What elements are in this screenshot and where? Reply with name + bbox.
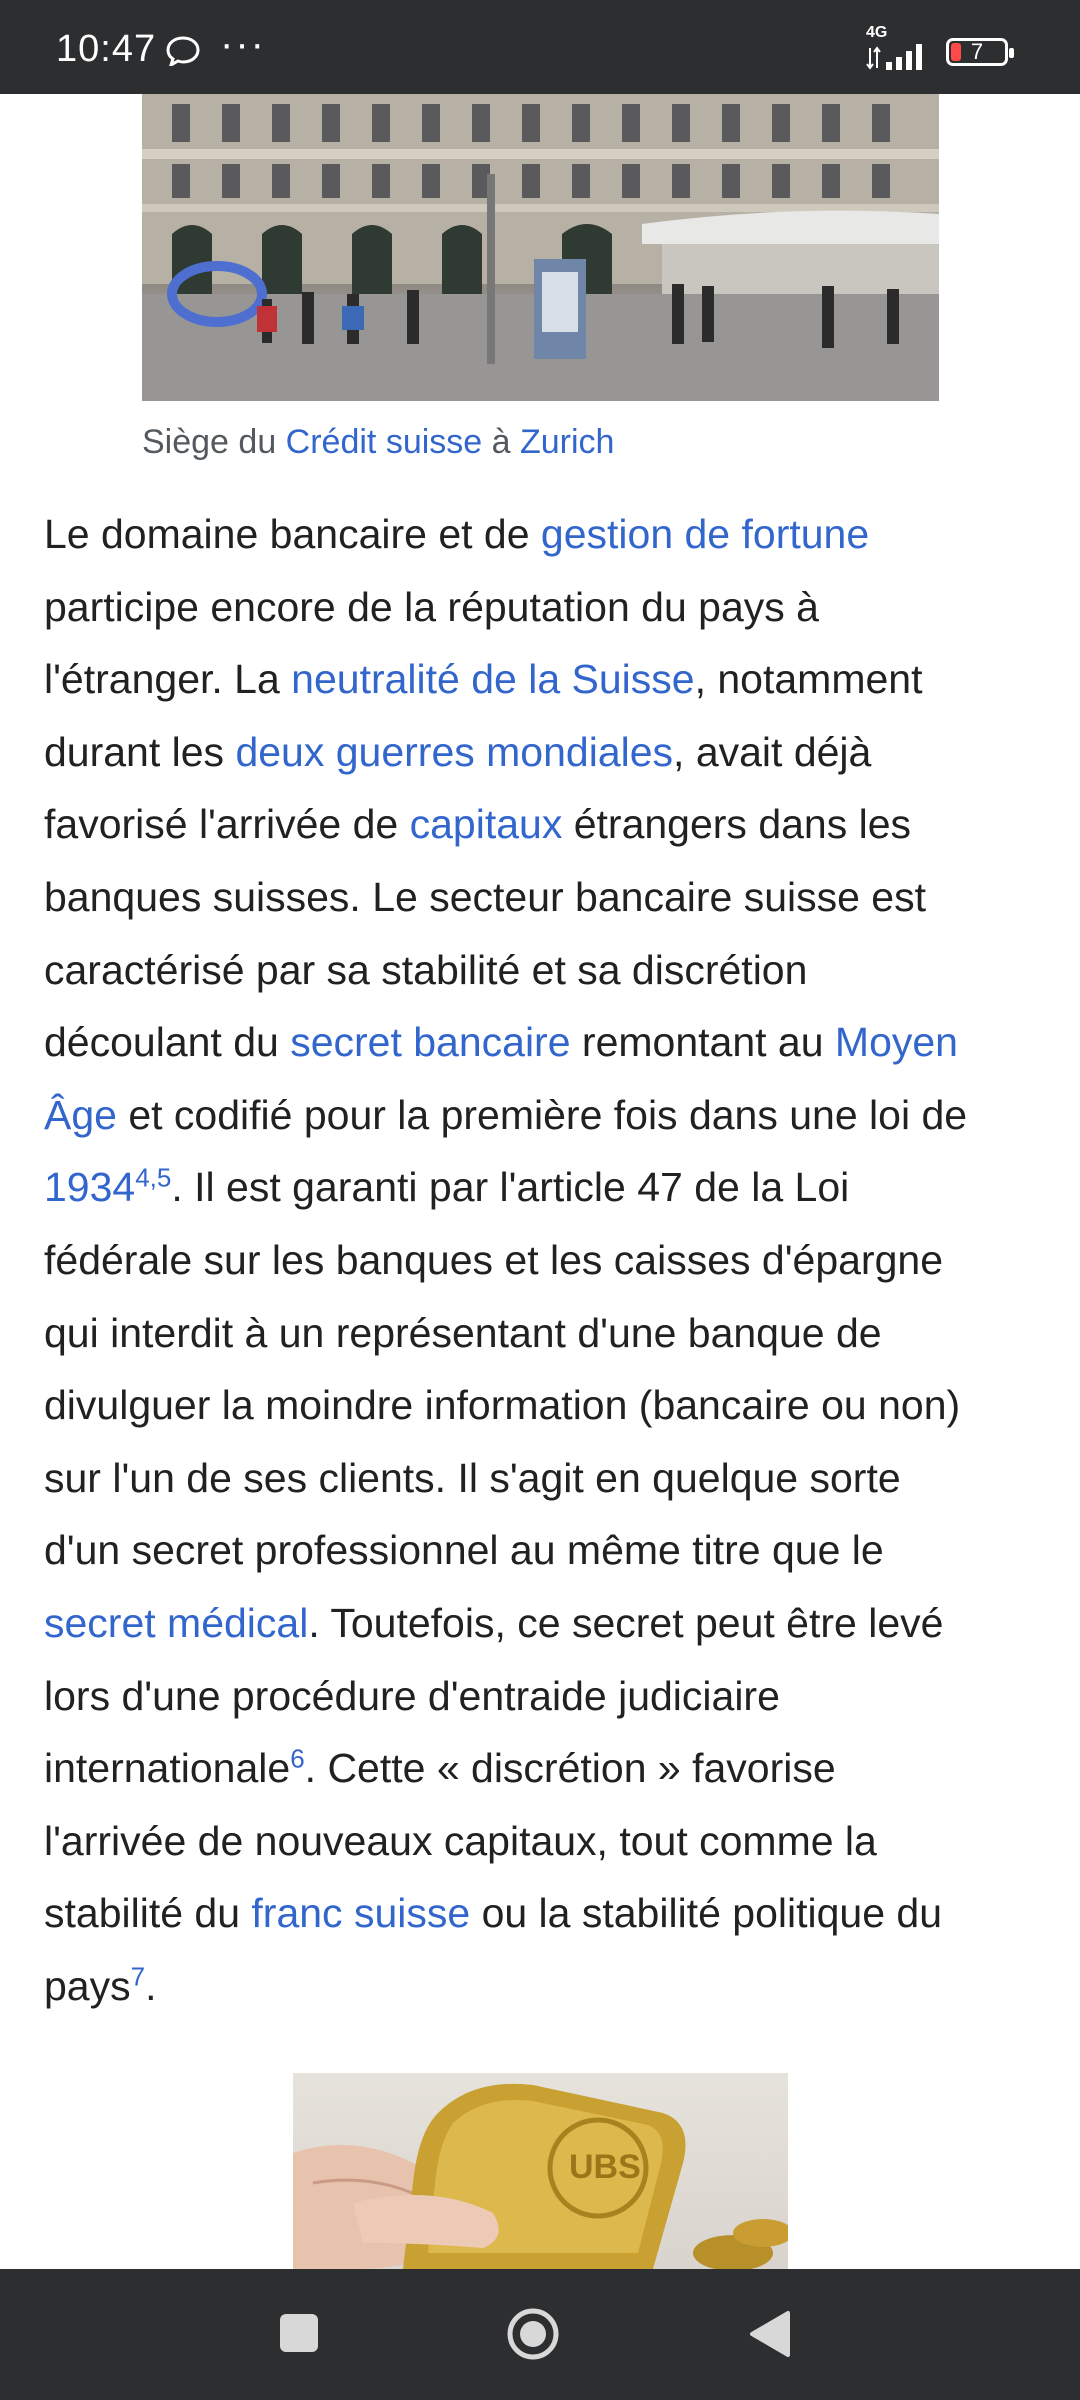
text: qui interdit à un représentant d'une banque de (44, 1309, 882, 1356)
text: pays (44, 1962, 131, 2009)
link-moyen-age-cont[interactable]: Âge (44, 1091, 117, 1138)
text: . Toutefois, ce secret peut être levé (308, 1599, 944, 1646)
text: banques suisses. Le secteur bancaire suisse est (44, 873, 927, 920)
navigation-bar (0, 2269, 1080, 2400)
text: . Il est garanti par l'article 47 de la Loi (171, 1164, 850, 1211)
home-circle-icon[interactable] (506, 2307, 560, 2361)
ref-4-5[interactable]: 4,5 (135, 1162, 172, 1193)
text: et codifié pour la première fois dans une loi de (116, 1091, 968, 1138)
caption-link-credit-suisse[interactable]: Crédit suisse (285, 423, 483, 461)
text: d'un secret professionnel au même titre que le (44, 1527, 884, 1574)
article-paragraph (44, 498, 1044, 2022)
chat-bubble-icon (166, 36, 200, 66)
recents-square-icon[interactable] (280, 2314, 318, 2352)
link-franc-suisse[interactable]: franc suisse (251, 1890, 471, 1937)
status-time: 10:47 (56, 28, 157, 70)
text: remontant au (570, 1019, 835, 1066)
battery-level: 7 (970, 39, 984, 64)
text: internationale (44, 1745, 291, 1792)
text: Le domaine bancaire et de (44, 511, 541, 557)
text: durant les (44, 728, 236, 775)
ref-6[interactable]: 6 (290, 1743, 305, 1774)
text: , notamment (694, 656, 923, 703)
text: . Cette « discrétion » favorise (304, 1745, 836, 1792)
more-dots-icon: ··· (220, 22, 266, 66)
text: lors d'une procédure d'entraide judiciaire (44, 1672, 780, 1719)
text: . (145, 1962, 157, 2009)
caption-link-zurich[interactable]: Zurich (520, 423, 615, 461)
text: l'arrivée de nouveaux capitaux, tout comme la (44, 1817, 877, 1864)
caption-text: à (482, 423, 520, 461)
text: étrangers dans les (562, 801, 912, 848)
ref-7[interactable]: 7 (130, 1961, 146, 1992)
svg-text:UBS: UBS (569, 2148, 641, 2186)
link-deux-guerres-mondiales[interactable]: deux guerres mondiales (235, 728, 674, 775)
back-triangle-icon[interactable] (746, 2309, 792, 2359)
status-bar (0, 0, 1080, 94)
text: découlant du (44, 1019, 291, 1066)
text: caractérisé par sa stabilité et sa discrétion (44, 946, 808, 993)
link-secret-medical[interactable]: secret médical (44, 1599, 309, 1646)
text: fédérale sur les banques et les caisses d'épargne (44, 1236, 943, 1283)
battery-icon (946, 38, 1008, 66)
signal-icon (866, 24, 934, 72)
text: stabilité du (44, 1890, 252, 1937)
link-moyen-age[interactable]: Moyen (834, 1019, 958, 1066)
link-gestion-de-fortune[interactable]: gestion de fortune (540, 511, 870, 557)
credit-suisse-building-image[interactable] (142, 94, 939, 401)
text: sur l'un de ses clients. Il s'agit en quelque sorte (44, 1454, 901, 1501)
text: favorisé l'arrivée de (44, 801, 410, 848)
link-capitaux[interactable]: capitaux (409, 801, 563, 848)
ubs-gold-bar-image[interactable] (293, 2073, 788, 2269)
text: participe encore de la réputation du pays à (44, 583, 819, 630)
image-caption (142, 423, 614, 462)
text: divulguer la moindre information (bancaire ou non) (44, 1382, 961, 1429)
link-secret-bancaire[interactable]: secret bancaire (290, 1019, 571, 1066)
network-type: 4G (866, 24, 888, 41)
text: , avait déjà (673, 728, 872, 775)
link-neutralite-de-la-suisse[interactable]: neutralité de la Suisse (291, 656, 695, 703)
caption-text: Siège du (142, 423, 286, 461)
text: l'étranger. La (44, 656, 292, 703)
link-1934[interactable]: 1934 (44, 1164, 136, 1211)
text: ou la stabilité politique du (470, 1890, 942, 1937)
